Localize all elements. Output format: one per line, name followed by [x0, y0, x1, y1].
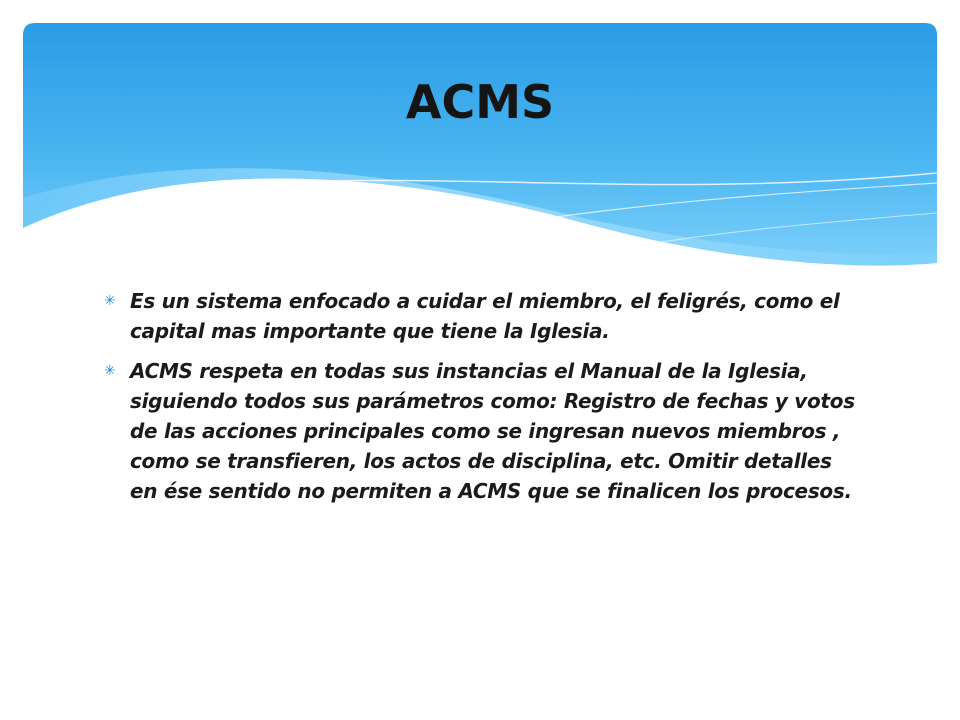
list-item	[104, 356, 864, 506]
bullet-list	[104, 286, 864, 516]
bullet-text: ACMS respeta en todas sus instancias el Manual de la Iglesia, siguiendo todos sus parámetros como: Registro de fechas y votos de las acciones principales como se ingresan nuevos miembros , como se transfieren, los actos de disciplina, etc. Omitir detalles en ése sentido no permiten a ACMS que se finalicen los procesos.	[130, 359, 855, 503]
header-banner	[23, 23, 937, 268]
asterisk-bullet-icon: ✳	[104, 363, 116, 379]
slide-title: ACMS	[405, 75, 555, 129]
asterisk-bullet-icon: ✳	[104, 293, 116, 309]
list-item	[104, 286, 864, 346]
bullet-text: Es un sistema enfocado a cuidar el miembro, el feligrés, como el capital mas importante que tiene la Iglesia.	[130, 289, 840, 343]
header-wave-graphic	[23, 23, 937, 268]
